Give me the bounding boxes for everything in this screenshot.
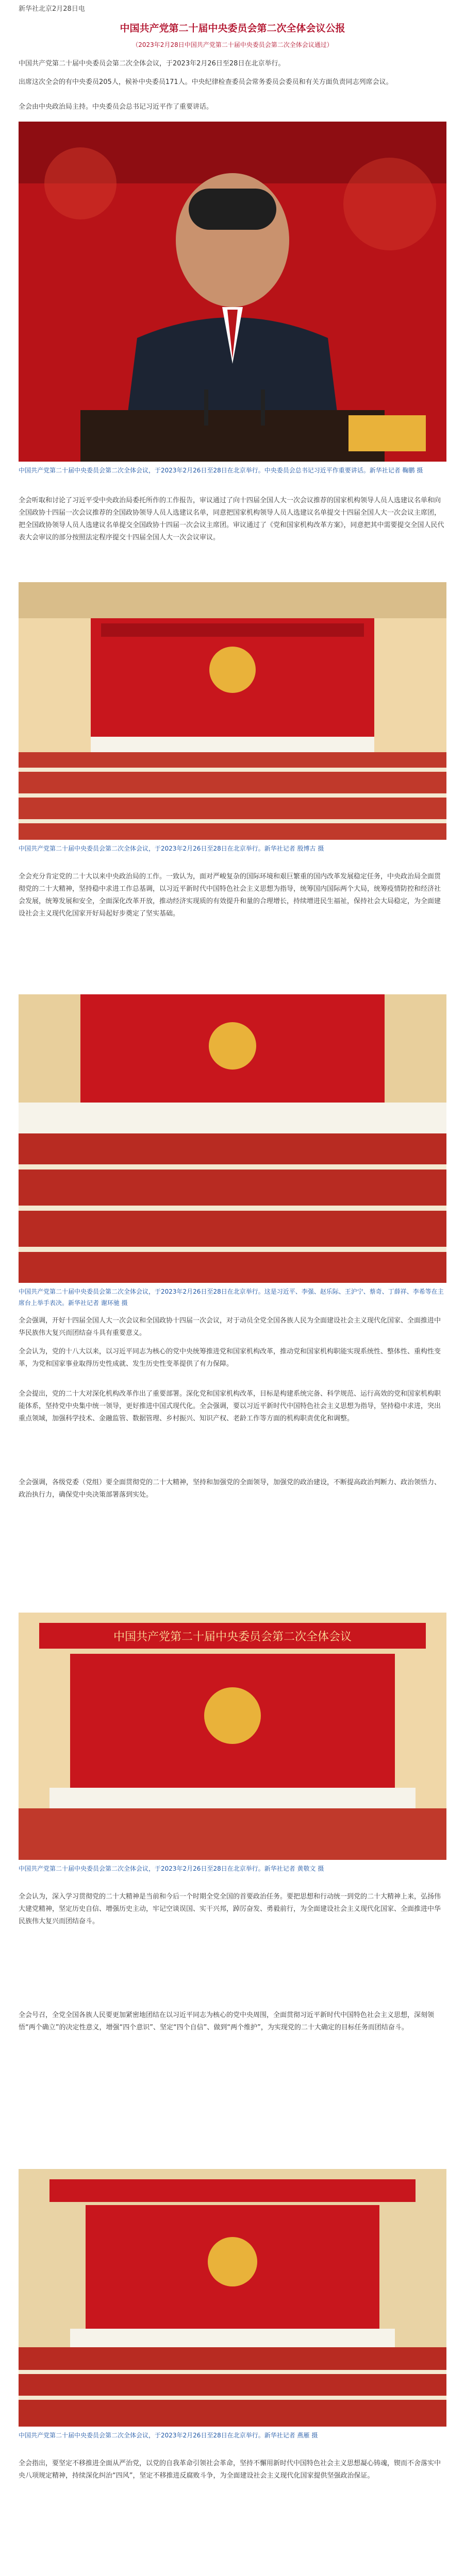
hall-banner: 中国共产党第二十届中央委员会第二次全体会议 (113, 1631, 352, 1643)
subheadline: （2023年2月28日中国共产党第二十届中央委员会第二次全体会议通过） (132, 41, 333, 48)
headline: 中国共产党第二十届中央委员会第二次全体会议公报 (120, 23, 345, 34)
dateline: 新华社北京2月28日电 (19, 5, 85, 13)
photo-hall-banner (19, 2169, 446, 2427)
paragraph: 全会强调，各级党委（党组）要全面贯彻党的二十大精神，坚持和加强党的全面领导，加强党的政治建设，不断提高政治判断力、政治领悟力、政治执行力，确保党中央决策部署落到实处。 (19, 1479, 441, 1499)
photo-banner (19, 1613, 446, 1860)
photo-vote (19, 994, 446, 1283)
photo-caption: 中国共产党第二十届中央委员会第二次全体会议，于2023年2月26日至28日在北京举行。中央委员会总书记习近平作重要讲话。新华社记者 鞠鹏 摄 (19, 467, 423, 474)
photo-caption: 中国共产党第二十届中央委员会第二次全体会议，于2023年2月26日至28日在北京举行。新华社记者 燕雁 摄 (19, 2432, 318, 2439)
paragraph: 全会提出，党的二十大对深化机构改革作出了重要部署。深化党和国家机构改革，目标是构建系统完备、科学规范、运行高效的党和国家机构职能体系，坚持党中央集中统一领导，更好推进中国式现代化。全会强调，要以习近平新时代中国特色社会主义思想为指导，坚持稳中求进，突出重点领域，加强科学技术、金融监管、数据管理、乡村振兴、知识产权、老龄工作等方面的机构职责优化和调整。 (19, 1390, 441, 1422)
paragraph: 全会由中央政治局主持。中央委员会总书记习近平作了重要讲话。 (19, 103, 213, 111)
photo-caption: 中国共产党第二十届中央委员会第二次全体会议，于2023年2月26日至28日在北京举行。这是习近平、李强、赵乐际、王沪宁、蔡奇、丁薛祥、李希等在主席台上举手表决。新华社记者 谢环驰 摄 (19, 1288, 444, 1307)
paragraph: 出席这次全会的有中央委员205人，候补中央委员171人。中央纪律检查委员会常务委员会委员和有关方面负责同志列席会议。 (19, 78, 393, 86)
paragraph: 全会认为，党的十八大以来，以习近平同志为核心的党中央统筹推进党和国家机构改革，推动党和国家机构职能实现系统性、整体性、重构性变革，为党和国家事业取得历史性成就、发生历史性变革提供了有力保障。 (19, 1348, 441, 1368)
paragraph: 全会号召，全党全国各族人民要更加紧密地团结在以习近平同志为核心的党中央周围，全面贯彻习近平新时代中国特色社会主义思想，深刻领悟“两个确立”的决定性意义，增强“四个意识”、坚定“四个自信”、做到“两个维护”，为实现党的二十大确定的目标任务而团结奋斗。 (19, 2011, 435, 2031)
paragraph: 全会充分肯定党的二十大以来中央政治局的工作。一致认为，面对严峻复杂的国际环境和艰巨繁重的国内改革发展稳定任务，中央政治局全面贯彻党的二十大精神，坚持稳中求进工作总基调，以习近平新时代中国特色社会主义思想为指导，统筹国内国际两个大局，统筹疫情防控和经济社会发展，统筹发展和安全，全面深化改革开放，推动经济实现质的有效提升和量的合理增长，持续增进民生福祉，保持社会大局稳定，为全面建设社会主义现代化国家开好局起好步奠定了坚实基础。 (19, 873, 441, 918)
photo-speaker (19, 122, 446, 462)
photo-hall-wide (19, 582, 446, 840)
paragraph: 全会听取和讨论了习近平受中央政治局委托所作的工作报告，审议通过了向十四届全国人大一次会议推荐的国家机构领导人员人选建议名单和向全国政协十四届一次会议推荐的全国政协领导人员人选建议名单，同意把国家机构领导人员人选建议名单提交十四届全国人大一次会议主席团，把全国政协领导人员人选建议名单提交全国政协十四届一次会议主席团。审议通过了《党和国家机构改革方案》，同意把其中需要提交全国人民代表大会审议的部分按照法定程序提交十四届全国人大一次会议审议。 (19, 497, 444, 541)
photo-caption: 中国共产党第二十届中央委员会第二次全体会议，于2023年2月26日至28日在北京举行。新华社记者 黄敬文 摄 (19, 1865, 324, 1872)
paragraph: 中国共产党第二十届中央委员会第二次全体会议，于2023年2月26日至28日在北京举行。 (19, 60, 285, 67)
paragraph: 全会认为，深入学习贯彻党的二十大精神是当前和今后一个时期全党全国的首要政治任务。要把思想和行动统一到党的二十大精神上来，弘扬伟大建党精神，坚定历史自信、增强历史主动，牢记空谈误国、实干兴邦，踔厉奋发、勇毅前行，为全面建设社会主义现代化国家、全面推进中华民族伟大复兴而团结奋斗。 (19, 1893, 441, 1925)
paragraph: 全会指出，要坚定不移推进全面从严治党，以党的自我革命引领社会革命，坚持不懈用新时代中国特色社会主义思想凝心铸魂，锲而不舍落实中央八项规定精神，持续深化纠治“四风”，坚定不移推进反腐败斗争，为全面建设社会主义现代化国家提供坚强政治保证。 (19, 2460, 441, 2480)
photo-caption: 中国共产党第二十届中央委员会第二次全体会议，于2023年2月26日至28日在北京举行。新华社记者 殷博古 摄 (19, 845, 324, 852)
paragraph: 全会强调，开好十四届全国人大一次会议和全国政协十四届一次会议，对于动员全党全国各族人民为全面建设社会主义现代化国家、全面推进中华民族伟大复兴而团结奋斗具有重要意义。 (19, 1317, 441, 1337)
